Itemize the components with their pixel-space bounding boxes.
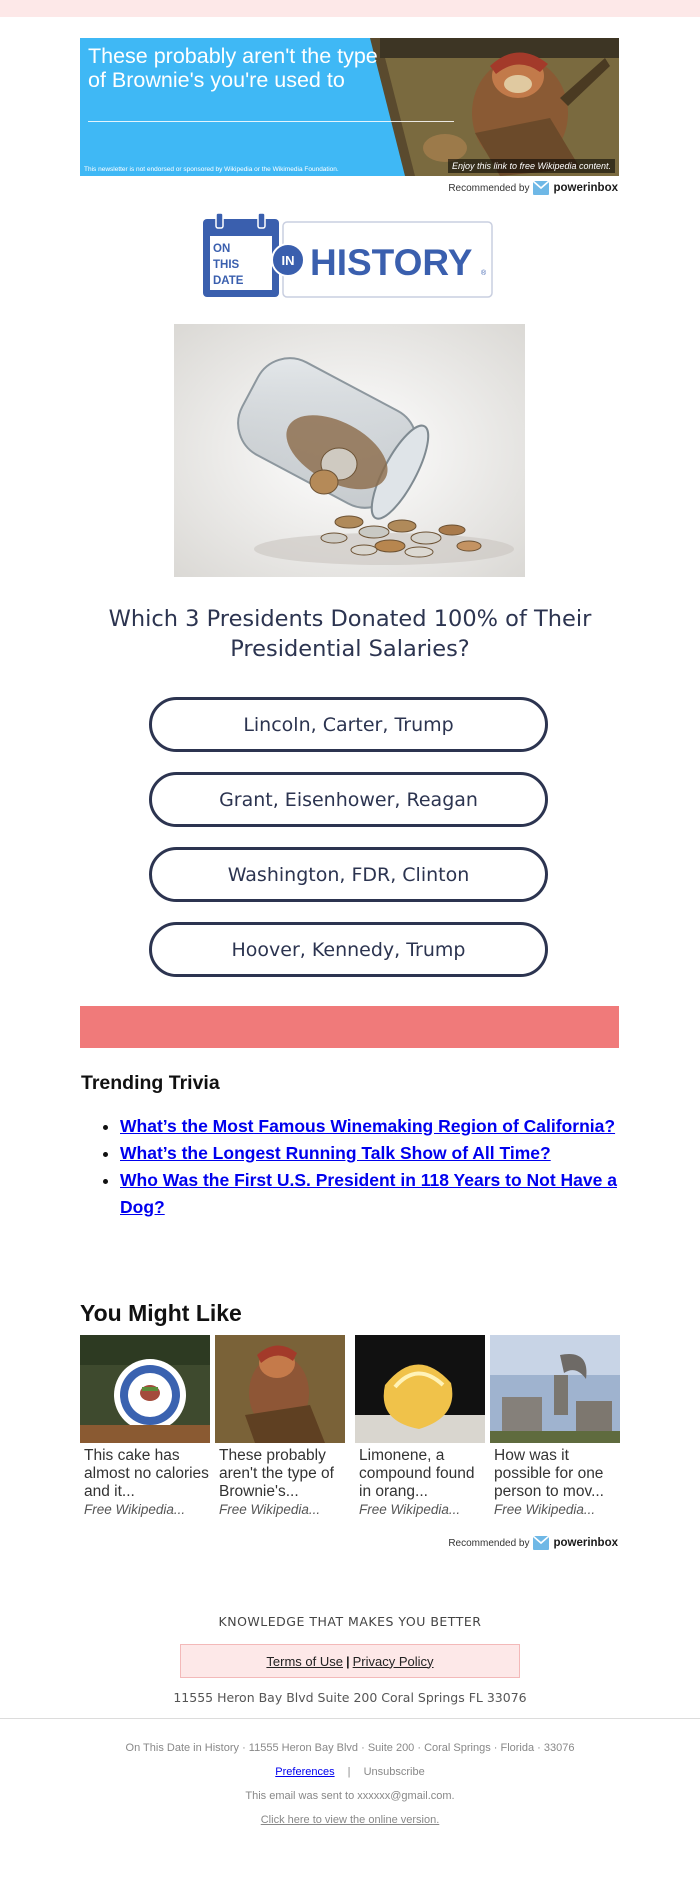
- card-2-source: Free Wikipedia...: [219, 1502, 321, 1517]
- unsubscribe-link[interactable]: Unsubscribe: [363, 1766, 425, 1778]
- footer-tagline: KNOWLEDGE THAT MAKES YOU BETTER: [218, 1614, 482, 1629]
- card-4-text[interactable]: How was it possible for one person to mov...: [494, 1447, 604, 1500]
- online-version-row: [0, 1814, 700, 1826]
- recommended-by-label: Recommended by: [448, 182, 530, 194]
- trending-trivia-heading: Trending Trivia: [81, 1072, 220, 1094]
- recommended-by-top[interactable]: [448, 180, 618, 196]
- brownie-thumbnail: [215, 1335, 345, 1443]
- card-1-text[interactable]: This cake has almost no calories and it...: [84, 1447, 209, 1500]
- card-3-text[interactable]: Limonene, a compound found in orang...: [359, 1447, 475, 1500]
- preferences-link[interactable]: Preferences: [275, 1766, 335, 1778]
- company-address: 11555 Heron Bay Blvd Suite 200 Coral Springs FL 33076: [173, 1690, 527, 1705]
- powerinbox-logo-icon: [533, 181, 549, 195]
- coin-jar-image: [174, 324, 525, 577]
- powerinbox-logo-icon: [533, 1536, 549, 1550]
- preferences-row: [0, 1766, 700, 1778]
- logo-in: IN: [281, 253, 295, 268]
- logo-history: HISTORY: [310, 242, 473, 283]
- terms-separator: |: [346, 1653, 350, 1669]
- powerinbox-brand: powerinbox: [553, 1537, 618, 1549]
- answer-option-2[interactable]: Grant, Eisenhower, Reagan: [149, 772, 548, 827]
- list-item: [120, 1140, 625, 1167]
- answer-option-4[interactable]: Hoover, Kennedy, Trump: [149, 922, 548, 977]
- recommendation-card-1[interactable]: [80, 1335, 210, 1520]
- card-1-source: Free Wikipedia...: [84, 1502, 186, 1517]
- ad-disclaimer: This newsletter is not endorsed or sponsored by Wikipedia or the Wikimedia Foundation.: [84, 166, 339, 173]
- recommended-by-label: Recommended by: [448, 1537, 530, 1549]
- powerinbox-brand: powerinbox: [553, 182, 618, 194]
- on-this-date-in-history-logo[interactable]: [202, 213, 494, 300]
- privacy-policy-link[interactable]: Privacy Policy: [352, 1653, 434, 1669]
- sent-to-notice: This email was sent to xxxxxx@gmail.com.: [245, 1790, 455, 1802]
- recommendation-card-3[interactable]: [355, 1335, 485, 1520]
- view-online-link[interactable]: Click here to view the online version.: [260, 1814, 440, 1826]
- legal-address: On This Date in History · 11555 Heron Bay Blvd · Suite 200 · Coral Springs · Florida · 33076: [125, 1742, 575, 1754]
- top-pink-bar: [0, 0, 700, 17]
- trending-link-3[interactable]: Who Was the First U.S. President in 118 Years to Not Have a Dog?: [120, 1170, 617, 1217]
- stone-sculpture-thumbnail: [490, 1335, 620, 1443]
- recommendation-card-4[interactable]: [490, 1335, 620, 1520]
- you-might-like-heading: You Might Like: [80, 1300, 242, 1326]
- sponsored-ad-banner[interactable]: [80, 38, 619, 176]
- card-3-source: Free Wikipedia...: [359, 1502, 461, 1517]
- limonene-thumbnail: [355, 1335, 485, 1443]
- logo-registered-mark: ®: [481, 270, 487, 277]
- answer-option-3[interactable]: Washington, FDR, Clinton: [149, 847, 548, 902]
- terms-privacy-box: [180, 1644, 520, 1678]
- logo-date: DATE: [213, 275, 244, 287]
- recommendation-card-2[interactable]: [215, 1335, 345, 1520]
- card-4-source: Free Wikipedia...: [494, 1502, 596, 1517]
- terms-of-use-link[interactable]: Terms of Use: [266, 1653, 343, 1669]
- ad-headline[interactable]: These probably aren't the type of Brownie's you're used to: [88, 44, 378, 92]
- trending-link-2[interactable]: What’s the Longest Running Talk Show of All Time?: [120, 1143, 551, 1163]
- trending-link-1[interactable]: What’s the Most Famous Winemaking Region of California?: [120, 1116, 616, 1136]
- footer-divider: [0, 1718, 700, 1719]
- quiz-question: Which 3 Presidents Donated 100% of Their Presidential Salaries?: [108, 606, 592, 662]
- recommended-by-bottom[interactable]: [448, 1535, 618, 1551]
- ad-caption: Enjoy this link to free Wikipedia content.: [448, 159, 615, 173]
- section-divider-bar: [80, 1006, 619, 1048]
- logo-on: ON: [213, 243, 231, 255]
- card-2-text[interactable]: These probably aren't the type of Brownie's...: [219, 1447, 334, 1500]
- preferences-separator: |: [347, 1766, 351, 1778]
- list-item: [120, 1167, 625, 1221]
- trending-trivia-list: [80, 1113, 625, 1221]
- cake-thumbnail: [80, 1335, 210, 1443]
- answer-option-1[interactable]: Lincoln, Carter, Trump: [149, 697, 548, 752]
- ad-divider: [88, 121, 454, 122]
- logo-this: THIS: [213, 259, 240, 271]
- list-item: [120, 1113, 625, 1140]
